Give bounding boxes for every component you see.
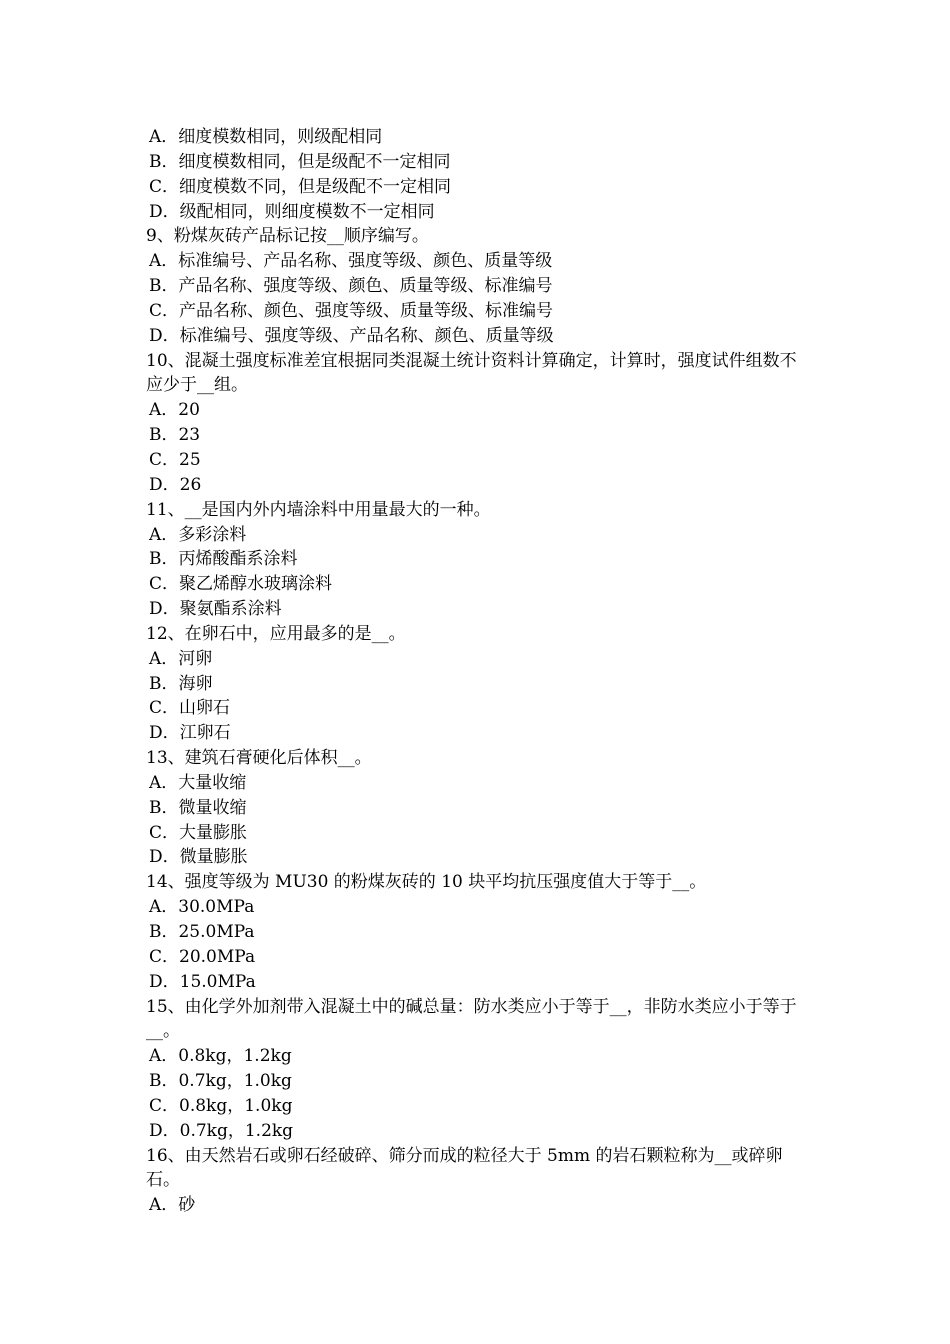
- answer-option: A．20: [149, 400, 200, 421]
- answer-option: A．30.0MPa: [149, 897, 255, 918]
- answer-option: C．产品名称、颜色、强度等级、质量等级、标准编号: [149, 300, 554, 321]
- answer-option: C．25: [149, 449, 201, 470]
- question-text: 12、在卵石中，应用最多的是__。: [146, 623, 406, 644]
- answer-option: B．0.7kg，1.0kg: [149, 1071, 292, 1092]
- answer-option: D．15.0MPa: [149, 971, 256, 992]
- answer-option: D．标准编号、强度等级、产品名称、颜色、质量等级: [149, 325, 554, 346]
- answer-option: A．大量收缩: [149, 772, 247, 793]
- question-text: 10、混凝土强度标准差宜根据同类混凝土统计资料计算确定，计算时，强度试件组数不应少于__组。: [146, 350, 797, 396]
- answer-option: D．26: [149, 474, 202, 495]
- answer-option: D．级配相同，则细度模数不一定相同: [149, 201, 435, 222]
- question-text: 11、__是国内外内墙涂料中用量最大的一种。: [146, 499, 491, 520]
- question-text: 13、建筑石膏硬化后体积__。: [146, 748, 372, 769]
- answer-option: B．丙烯酸酯系涂料: [149, 549, 298, 570]
- answer-option: B．产品名称、强度等级、颜色、质量等级、标准编号: [149, 276, 553, 297]
- question-text: 15、由化学外加剂带入混凝土中的碱总量：防水类应小于等于__，非防水类应小于等于__。: [146, 996, 797, 1042]
- answer-option: B．海卵: [149, 673, 213, 694]
- answer-option: C．细度模数不同，但是级配不一定相同: [149, 176, 452, 197]
- answer-option: A．河卵: [149, 648, 213, 669]
- answer-option: B．23: [149, 425, 201, 446]
- answer-option: D．江卵石: [149, 723, 231, 744]
- answer-option: B．25.0MPa: [149, 922, 255, 942]
- answer-option: B．微量收缩: [149, 797, 247, 818]
- answer-option: A．0.8kg，1.2kg: [149, 1046, 292, 1067]
- answer-option: C．聚乙烯醇水玻璃涂料: [149, 574, 333, 595]
- answer-option: D．0.7kg，1.2kg: [149, 1120, 294, 1141]
- answer-option: C．0.8kg，1.0kg: [149, 1095, 293, 1116]
- question-text: 16、由天然岩石或卵石经破碎、筛分而成的粒径大于 5mm 的岩石颗粒称为__或碎卵石。: [146, 1145, 783, 1191]
- answer-option: D．聚氨酯系涂料: [149, 599, 282, 620]
- answer-option: C．20.0MPa: [149, 946, 256, 967]
- answer-option: A．细度模数相同，则级配相同: [149, 127, 383, 147]
- question-text: 14、强度等级为 MU30 的粉煤灰砖的 10 块平均抗压强度值大于等于__。: [146, 872, 707, 893]
- answer-option: A．标准编号、产品名称、强度等级、颜色、质量等级: [149, 251, 553, 272]
- answer-option: A．砂: [149, 1195, 196, 1216]
- answer-option: B．细度模数相同，但是级配不一定相同: [149, 151, 451, 172]
- answer-option: C．大量膨胀: [149, 822, 248, 843]
- question-text: 9、粉煤灰砖产品标记按__顺序编写。: [146, 226, 429, 247]
- answer-option: A．多彩涂料: [149, 524, 247, 545]
- answer-option: D．微量膨胀: [149, 847, 248, 868]
- answer-option: C．山卵石: [149, 698, 231, 719]
- document-body: [146, 125, 811, 1218]
